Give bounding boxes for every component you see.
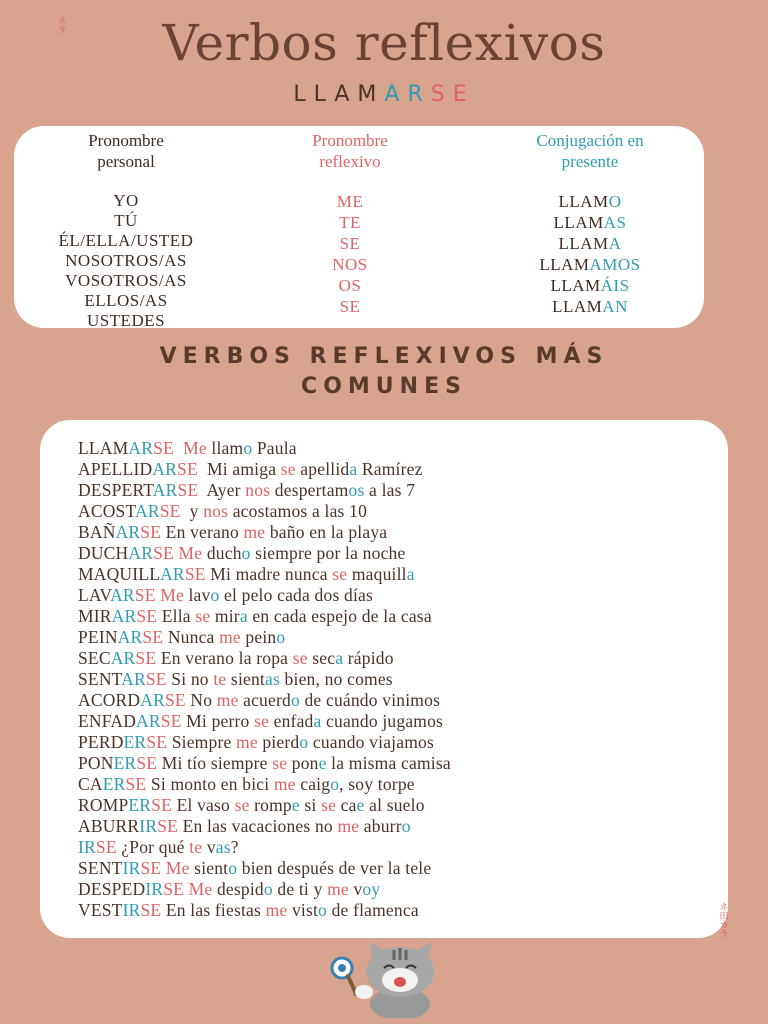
- section-title: VERBOS REFLEXIVOS MÁS COMUNES: [159, 344, 609, 399]
- verb-line: ROMPERSE El vaso se rompe si se cae al suelo: [78, 795, 425, 815]
- personal-row: NOSOTROS/AS: [65, 251, 187, 270]
- personal-row: ELLOS/AS: [84, 291, 168, 310]
- verb-line: MAQUILLARSE Mi madre nunca se maquilla: [78, 564, 415, 584]
- personal-row: TÚ: [114, 211, 138, 230]
- verb-line: DUCHARSE Me ducho siempre por la noche: [78, 543, 406, 563]
- reflexivo-row: OS: [338, 276, 362, 295]
- subtitle-ending-a: AR: [384, 82, 431, 107]
- column-reflexivo: [254, 126, 446, 317]
- reflexivo-row: SE: [339, 297, 361, 316]
- verb-line: APELLIDARSE Mi amiga se apellida Ramírez: [78, 459, 423, 479]
- corner-stamp-right: ネ 田 カ ラ: [719, 903, 729, 940]
- personal-row: VOSOTROS/AS: [65, 271, 187, 290]
- header-reflexivo: Pronombre reflexivo: [312, 131, 388, 171]
- corner-stamp: ネ ラ: [57, 17, 67, 36]
- personal-row: YO: [113, 191, 139, 210]
- verb-line: ACORDARSE No me acuerdo de cuándo vinimos: [78, 690, 441, 710]
- reflexivo-row: SE: [339, 234, 361, 253]
- conjugacion-row: LLAMA: [558, 234, 622, 253]
- conjugation-table: [14, 126, 704, 328]
- personal-row: ÉL/ELLA/USTED: [58, 231, 194, 250]
- verb-line: SENTIRSE Me siento bien después de ver la tele: [78, 858, 432, 878]
- verb-line: BAÑARSE En verano me baño en la playa: [78, 522, 388, 542]
- verb-line: VESTIRSE En las fiestas me visto de flamenca: [78, 900, 419, 920]
- verb-line: DESPERTARSE Ayer nos despertamos a las 7: [78, 480, 416, 500]
- subtitle-ending-b: SE: [430, 82, 475, 107]
- reflexivo-rows: [254, 191, 446, 317]
- personal-row: USTEDES: [86, 311, 166, 330]
- reflexivo-row: NOS: [332, 255, 368, 274]
- conjugacion-row: LLAMAS: [553, 213, 627, 232]
- verb-line: CAERSE Si monto en bici me caigo, soy torpe: [78, 774, 415, 794]
- verb-line: ACOSTARSE y nos acostamos a las 10: [78, 501, 368, 521]
- column-conjugacion: [476, 126, 704, 317]
- header-conjugacion: Conjugación en presente: [536, 131, 644, 171]
- cat-with-magnifier-icon: [328, 942, 446, 1018]
- verb-line: DESPEDIRSE Me despido de ti y me voy: [78, 879, 381, 899]
- verb-line: ABURRIRSE En las vacaciones no me aburro: [78, 816, 411, 836]
- subtitle-stem: LLAM: [293, 82, 385, 107]
- page-title: Verbos reflexivos: [162, 14, 606, 72]
- verb-line: ENFADARSE Mi perro se enfada cuando jugamos: [78, 711, 444, 731]
- verb-line: LAVARSE Me lavo el pelo cada dos días: [78, 585, 374, 605]
- verb-line: PERDERSE Siempre me pierdo cuando viajamos: [78, 732, 434, 752]
- verb-line: SENTARSE Si no te sientas bien, no comes: [78, 669, 393, 689]
- reflexivo-row: ME: [336, 192, 364, 211]
- verb-line: LLAMARSE Me llamo Paula: [78, 438, 297, 458]
- conjugacion-row: LLAMÁIS: [550, 276, 630, 295]
- header-personal: Pronombre personal: [88, 131, 164, 171]
- conjugacion-row: LLAMAN: [552, 297, 628, 316]
- verbs-list: [78, 438, 718, 921]
- conjugacion-row: LLAMO: [558, 192, 622, 211]
- conjugacion-row: LLAMAMOS: [539, 255, 641, 274]
- column-personal: [20, 126, 232, 331]
- verb-line: SECARSE En verano la ropa se seca rápido: [78, 648, 394, 668]
- subtitle-verb: [0, 82, 768, 107]
- verb-line: PEINARSE Nunca me peino: [78, 627, 286, 647]
- personal-rows: [20, 191, 232, 331]
- reflexivo-row: TE: [339, 213, 361, 232]
- verb-line: MIRARSE Ella se mira en cada espejo de la casa: [78, 606, 432, 626]
- verbs-list-card: [40, 420, 728, 938]
- verb-line: PONERSE Mi tío siempre se pone la misma camisa: [78, 753, 451, 773]
- conjugacion-rows: [476, 191, 704, 317]
- verb-line: IRSE ¿Por qué te vas?: [78, 837, 239, 857]
